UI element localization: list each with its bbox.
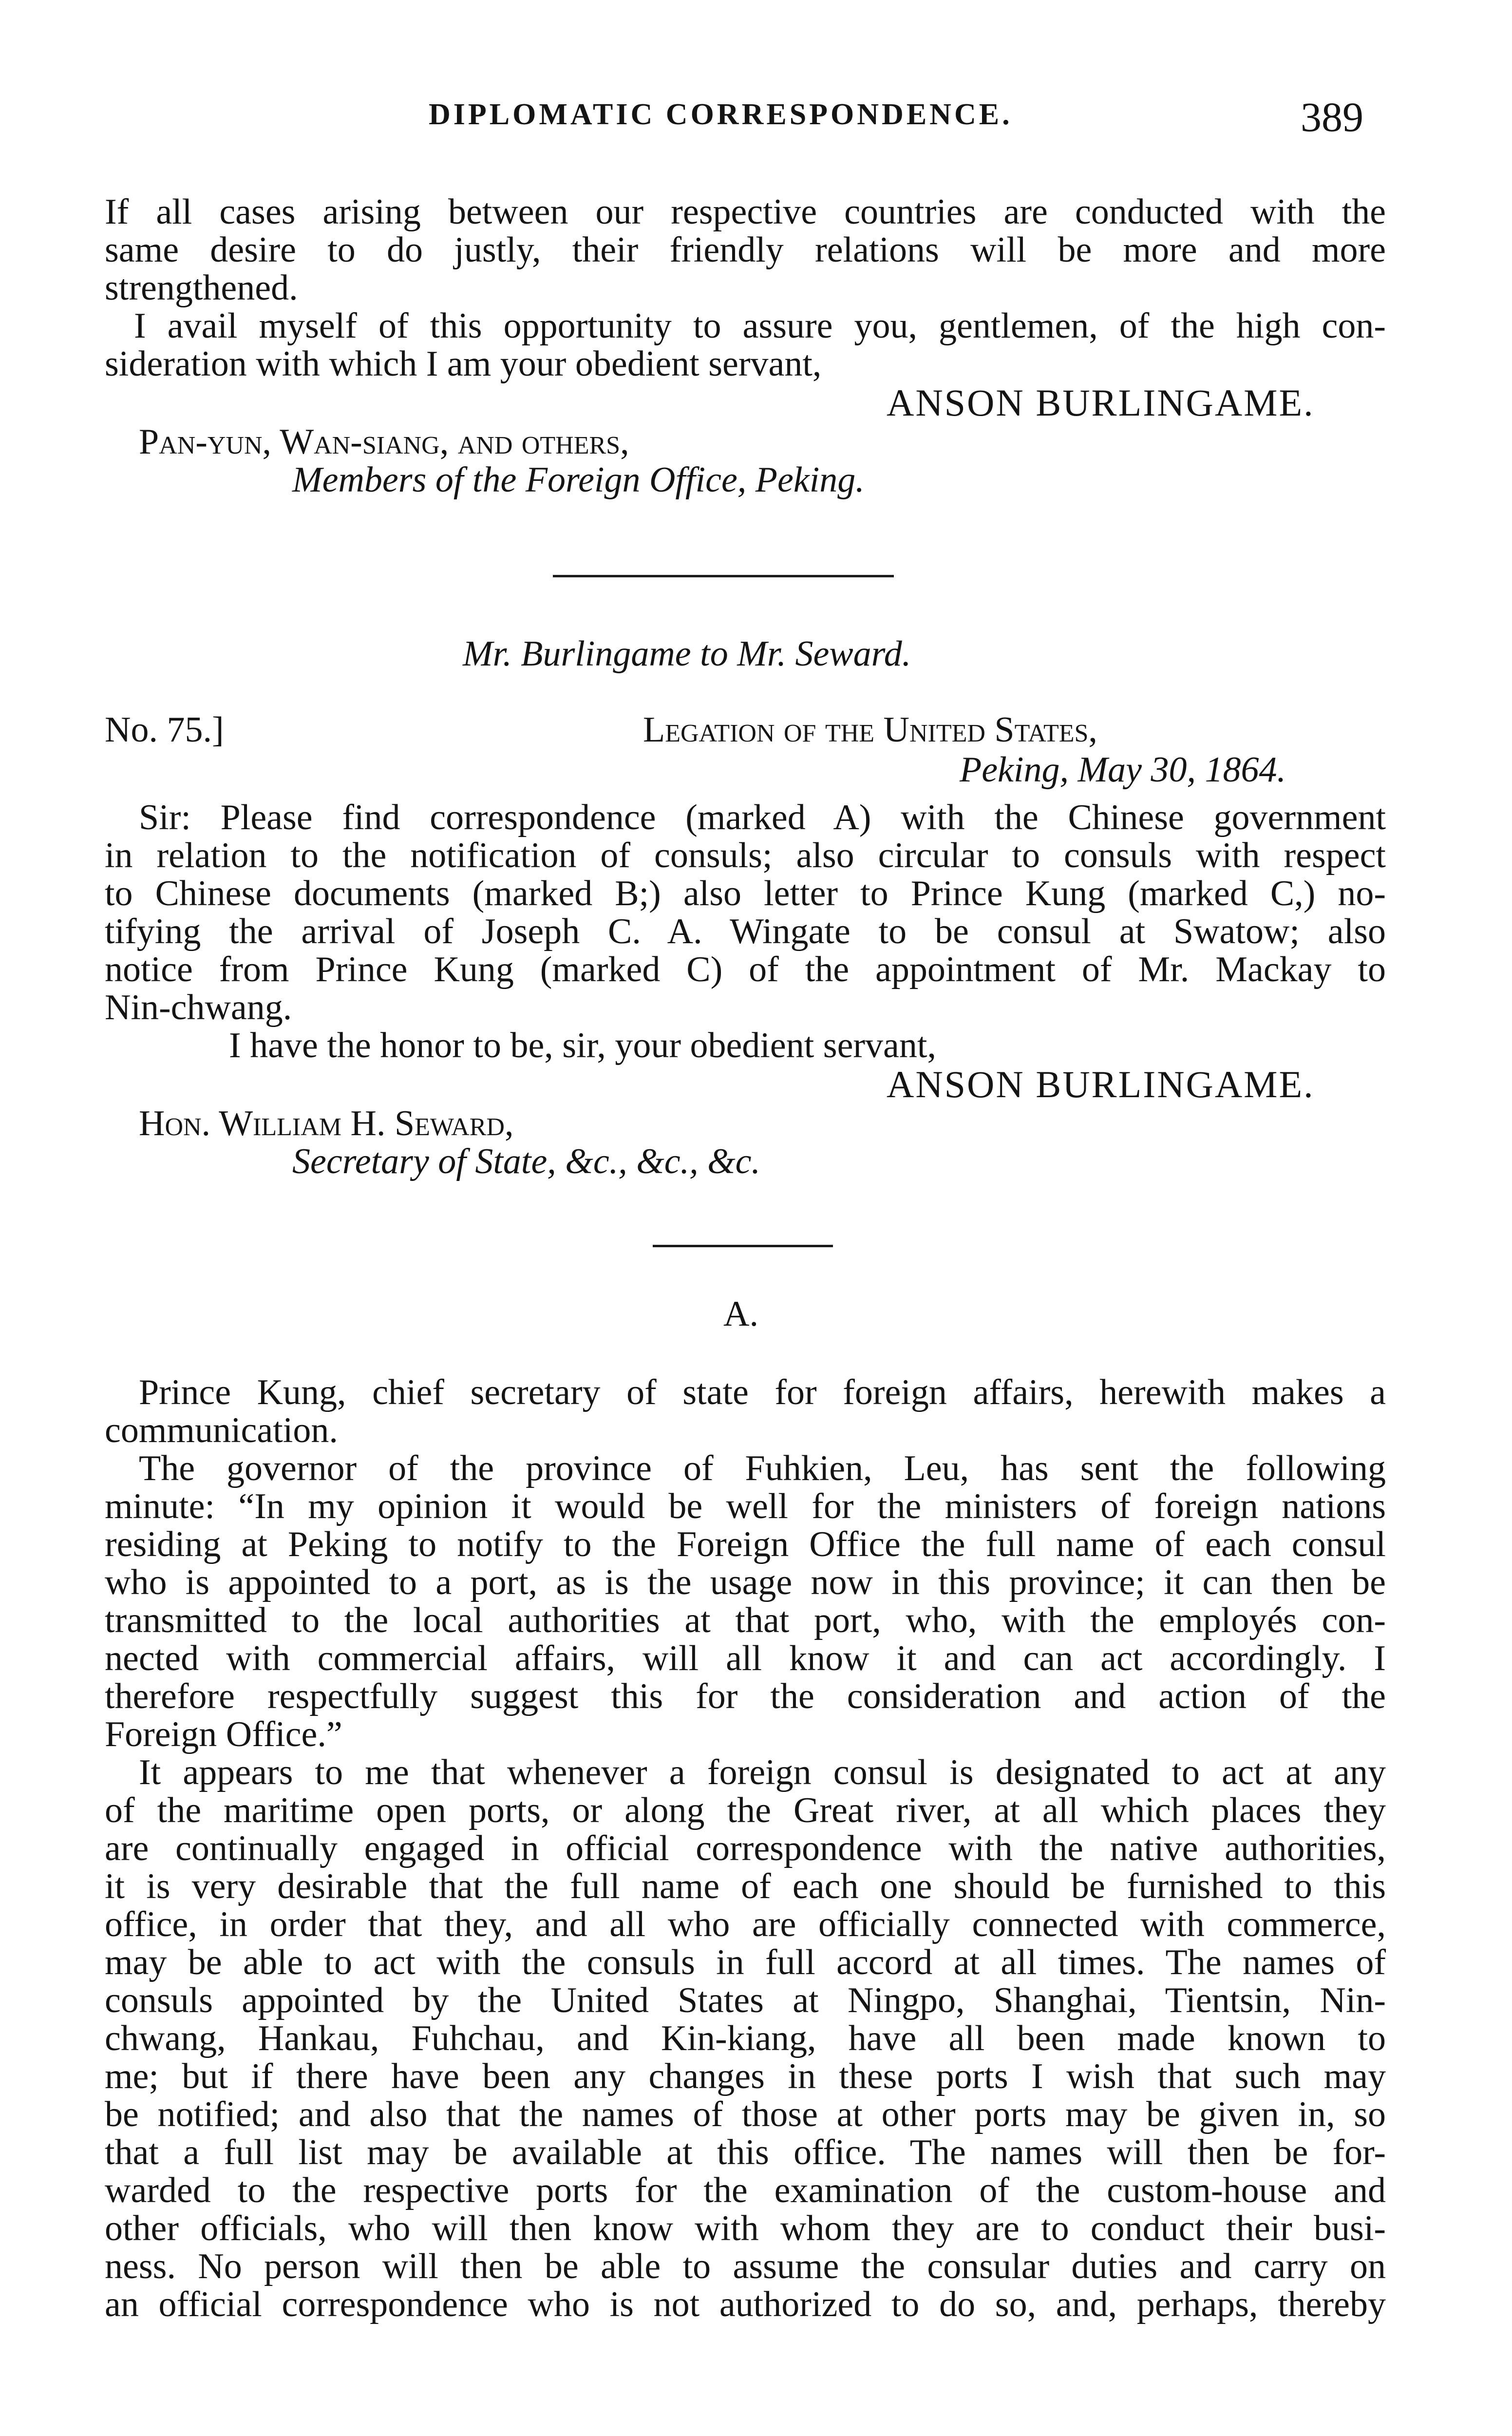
signature: ANSON BURLINGAME. [887,1063,1315,1105]
addressee-title: Members of the Foreign Office, Peking. [292,460,865,500]
text-line: If all cases arising between our respective countries are conducted with the [105,192,1386,232]
text-line: be notified; and also that the names of those at other ports may be given in, so [105,2094,1386,2134]
text-line: It appears to me that whenever a foreign consul is designated to act at any [139,1752,1386,1792]
text-line: transmitted to the local authorities at that port, who, with the employés con- [105,1600,1386,1640]
despatch-number: No. 75.] [105,710,224,750]
text-line: nected with commercial affairs, will all know it and can act accordingly. I [105,1638,1386,1678]
text-line: an official correspondence who is not authorized to do so, and, perhaps, thereby [105,2284,1386,2324]
text-line: strengthened. [105,268,298,308]
text-line: therefore respectfully suggest this for the consideration and action of the [105,1676,1386,1716]
text-line: consuls appointed by the United States at Ningpo, Shanghai, Tientsin, Nin- [105,1980,1386,2020]
signature: ANSON BURLINGAME. [887,381,1315,424]
text-line: same desire to do justly, their friendly relations will be more and more [105,230,1386,270]
section-rule [553,575,894,577]
text-line: are continually engaged in official correspondence with the native authorities, [105,1828,1386,1868]
text-line: may be able to act with the consuls in full accord at all times. The names of [105,1942,1386,1982]
place-date: Peking, May 30, 1864. [960,750,1286,790]
text-line: office, in order that they, and all who are officially connected with commerce, [105,1904,1386,1944]
running-header: DIPLOMATIC CORRESPONDENCE. [429,98,1013,131]
text-line: chwang, Hankau, Fuhchau, and Kin-kiang, have all been made known to [105,2018,1386,2058]
text-line: notice from Prince Kung (marked C) of the appointment of Mr. Mackay to [105,950,1386,990]
page-number: 389 [1301,94,1363,140]
text-line: Sir: Please find correspondence (marked A) with the Chinese government [139,798,1386,837]
legation-line: Legation of the United States, [643,710,1097,750]
addressee-title: Secretary of State, &c., &c., &c. [292,1142,761,1181]
text-line: tifying the arrival of Joseph C. A. Wingate to be consul at Swatow; also [105,912,1386,952]
letter-heading: Mr. Burlingame to Mr. Seward. [463,634,911,674]
text-line: residing at Peking to notify to the Foreign Office the full name of each consul [105,1524,1386,1564]
text-line: that a full list may be available at this office. The names will then be for- [105,2132,1386,2172]
text-line: Nin-chwang. [105,988,292,1028]
text-line: in relation to the notification of consuls; also circular to consuls with respect [105,836,1386,875]
text-line: sideration with which I am your obedient servant, [105,344,822,384]
text-line: I avail myself of this opportunity to assure you, gentlemen, of the high con- [134,306,1386,346]
text-line: of the maritime open ports, or along the Great river, at all which places they [105,1790,1386,1830]
addressee: Pan-yun, Wan-siang, and others, [139,422,629,462]
text-line: to Chinese documents (marked B;) also letter to Prince Kung (marked C,) no- [105,874,1386,914]
section-rule [653,1245,833,1247]
text-line: communication. [105,1410,338,1450]
text-line: me; but if there have been any changes in these ports I wish that such may [105,2056,1386,2096]
text-line: I have the honor to be, sir, your obedient servant, [229,1026,936,1066]
text-line: Foreign Office.” [105,1714,342,1754]
text-line: minute: “In my opinion it would be well for the ministers of foreign nations [105,1486,1386,1526]
text-line: who is appointed to a port, as is the usage now in this province; it can then be [105,1562,1386,1602]
text-line: Prince Kung, chief secretary of state for foreign affairs, herewith makes a [139,1372,1386,1412]
text-line: The governor of the province of Fuhkien, Leu, has sent the following [139,1448,1386,1488]
text-line: warded to the respective ports for the examination of the custom-house and [105,2170,1386,2210]
enclosure-heading: A. [723,1294,758,1334]
text-line: other officials, who will then know with whom they are to conduct their busi- [105,2208,1386,2248]
addressee: Hon. William H. Seward, [139,1104,514,1143]
text-line: ness. No person will then be able to assume the consular duties and carry on [105,2246,1386,2286]
text-line: it is very desirable that the full name of each one should be furnished to this [105,1866,1386,1906]
